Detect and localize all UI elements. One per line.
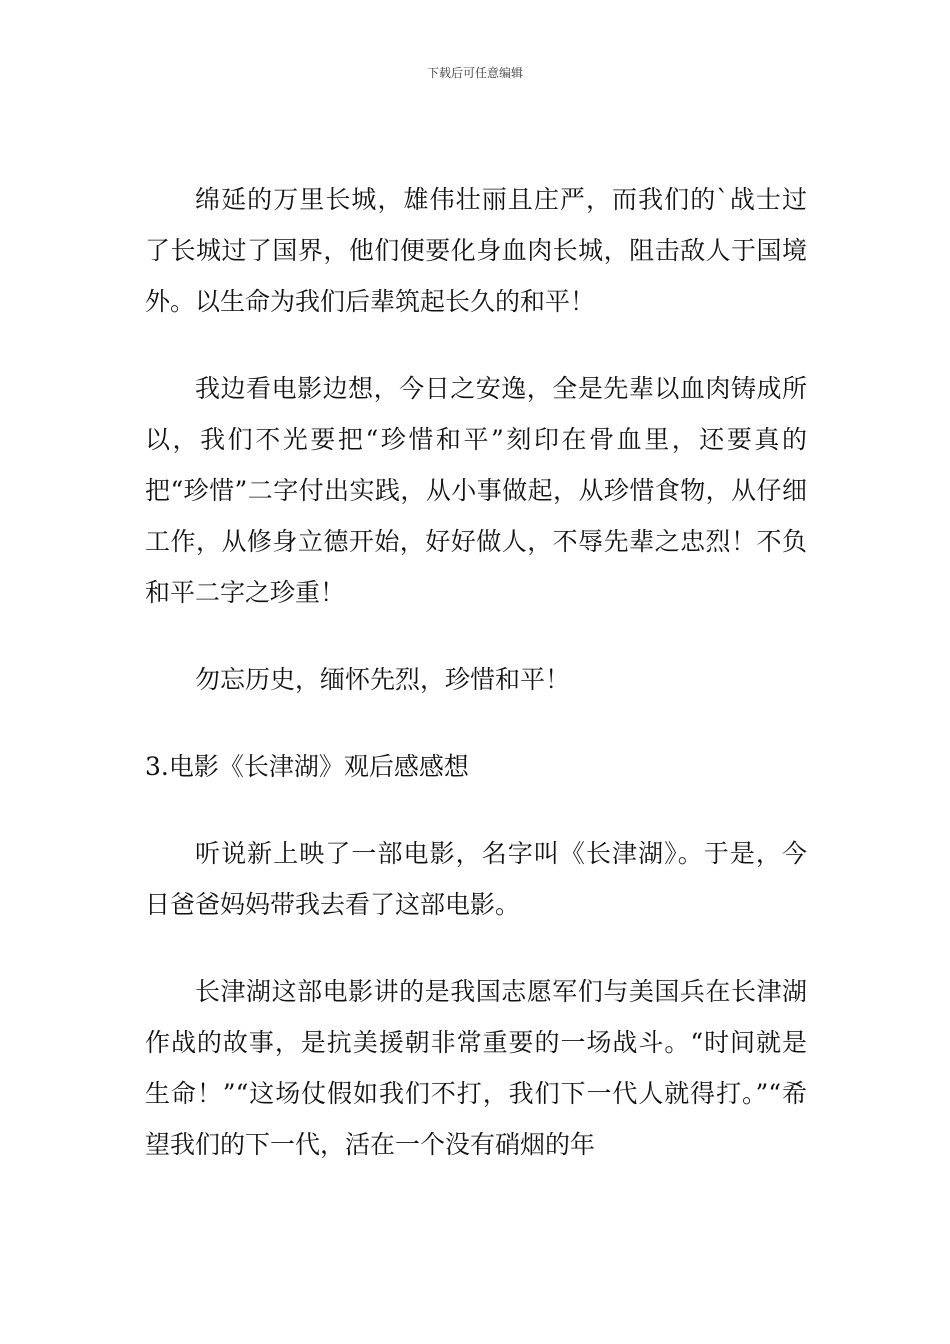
- paragraph-slogan: 勿忘历史，缅怀先烈，珍惜和平！: [195, 665, 571, 694]
- section-heading: 3.电影《长津湖》观后感感想: [145, 752, 469, 781]
- paragraph-movie-story: 长津湖这部电影讲的是我国志愿军们与美国兵在长津湖作战的故事，是抗美援朝非常重要的一场战斗。“时间就是生命！”“这场仗假如我们不打，我们下一代人就得打。”“希望我们的下一代，活在一个没有硝烟的年: [145, 977, 807, 1159]
- paragraph-movie-intro: 听说新上映了一部电影，名字叫《长津湖》。于是，今日爸爸妈妈带我去看了这部电影。: [145, 839, 807, 919]
- paragraph-great-wall: 绵延的万里长城，雄伟壮丽且庄严，而我们的`战士过了长城过了国界，他们便要化身血肉长城，阻击敌人于国境外。以生命为我们后辈筑起长久的和平！: [145, 185, 807, 316]
- document-body: [145, 174, 807, 1206]
- page-header-note: 下载后可任意编辑: [426, 66, 523, 80]
- paragraph-cherish-peace: 我边看电影边想，今日之安逸，全是先辈以血肉铸成所以，我们不光要把“珍惜和平”刻印在骨血里，还要真的把“珍惜”二字付出实践，从小事做起，从珍惜食物，从仔细工作，从修身立德开始，好好做人，不辱先辈之忠烈！不负和平二字之珍重！: [145, 374, 807, 607]
